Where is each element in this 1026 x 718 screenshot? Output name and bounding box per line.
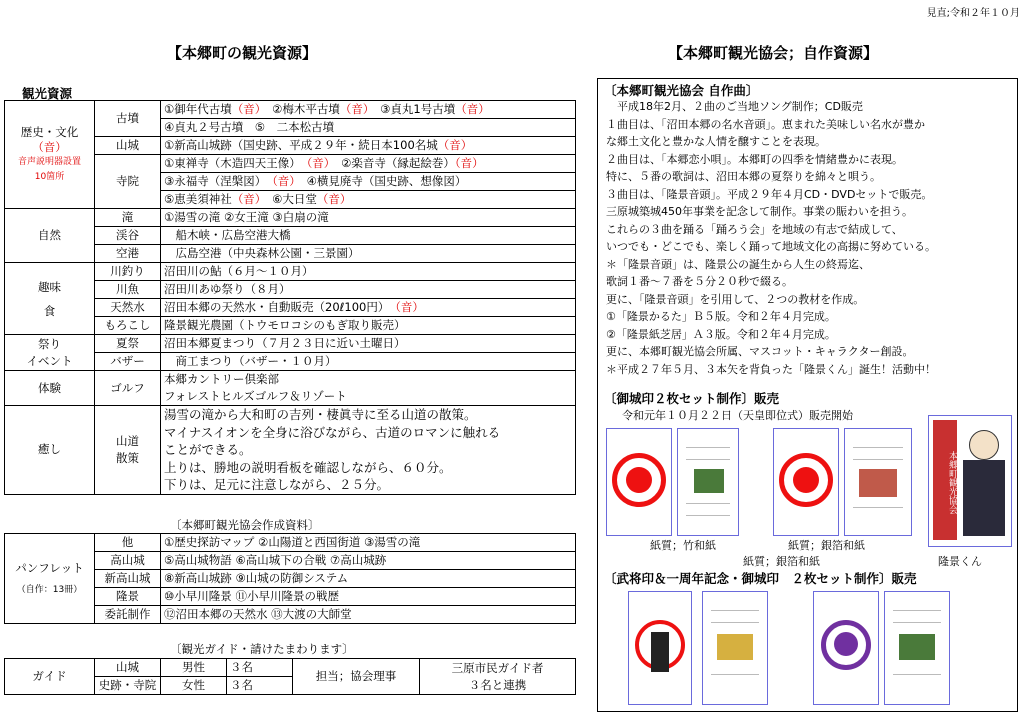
song-line: ①「隆景かるた」Ｂ５版。令和２年４月完成。: [606, 310, 836, 323]
song-heading: 〔本郷町観光協会 自作曲〕: [604, 83, 759, 98]
taki-row: ①湯雪の滝 ②女王滝 ③白扇の滝: [161, 209, 576, 227]
song-line: 更に、「隆景音頭」を引用して、２つの教材を作成。: [606, 292, 865, 306]
temple-label: 寺院: [95, 155, 161, 209]
healing-label: 癒し: [5, 406, 95, 495]
golf-label: ゴルフ: [95, 371, 161, 406]
section-guide-title: 〔観光ガイド・請けたまわります〕: [170, 642, 354, 656]
bazaar-row: 商工まつり（バザー・１０月）: [161, 353, 576, 371]
guide-type-yamajiro: 山城: [95, 659, 161, 677]
bushou-image-2: [813, 591, 879, 705]
goshuin-heading: 〔御城印２枚セット制作〕販売: [604, 391, 780, 406]
bushou-doc-1: [702, 591, 768, 705]
pamph-niitakayama-row: ⑧新高山城跡 ⑨山城の防御システム: [161, 570, 576, 588]
bushou-image-1: [628, 591, 692, 705]
pamph-niitakayama-label: 新高山城: [95, 570, 161, 588]
experience-label: 体験: [5, 371, 95, 406]
song-line: ②「隆景紙芝居」Ａ３版。令和２年４月完成。: [606, 327, 836, 341]
song-line: 歌詞１番～７番を５分２０秒で綴る。: [606, 275, 793, 288]
summer-label: 夏祭: [95, 335, 161, 353]
pamph-takayama-label: 高山城: [95, 552, 161, 570]
song-line: 特に、５番の歌詞は、沼田本郷の夏祭りを綿々と唄う。: [606, 170, 881, 183]
song-line: １曲目は、「沼田本郷の名水音頭」。恵まれた美味しい名水が豊か: [606, 117, 925, 131]
guide-female-label: 女性: [161, 677, 227, 695]
pamphlet-table: [4, 533, 576, 624]
guide-female-count: ３名: [227, 677, 293, 695]
guide-mihara: 三原市民ガイド者 ３名と連携: [420, 659, 576, 695]
kawazakana-label: 川魚: [95, 281, 161, 299]
festival-event-label: 祭り イベント: [5, 335, 95, 371]
goshuin-image-1: [606, 428, 672, 536]
song-line: ２曲目は、「本郷恋小唄」。本郷町の四季を情緒豊かに表現。: [606, 152, 903, 166]
right-page-title: 【本郷町観光協会；自作資源】: [668, 44, 879, 62]
hobby-food-label: 趣味 食: [5, 263, 95, 335]
temple-row-3: ⑤恵美須神社（音） ⑥大日堂（音）: [161, 191, 576, 209]
guide-male-count: ３名: [227, 659, 293, 677]
taki-label: 滝: [95, 209, 161, 227]
section-materials-title: 〔本郷町観光協会作成資料〕: [170, 518, 320, 532]
pamph-other-label: 他: [95, 534, 161, 552]
pamph-takakage-row: ⑩小早川隆景 ⑪小早川隆景の戦歴: [161, 588, 576, 606]
song-line: な郷土文化と豊かな人情を醸すことを表現。: [606, 135, 826, 148]
history-culture-cell: 歴史・文化 （音） 音声説明器設置 10箇所: [5, 101, 95, 209]
caption-2: 紙質；銀箔和紙: [788, 539, 865, 552]
left-page-title: 【本郷町の観光資源】: [167, 44, 318, 62]
goshuin-doc-1: [677, 428, 739, 536]
guide-male-label: 男性: [161, 659, 227, 677]
trail-label: 山道 散策: [95, 406, 161, 495]
kuko-label: 空港: [95, 245, 161, 263]
kuko-row: 広島空港（中央森林公園・三景園）: [161, 245, 576, 263]
pamph-commission-row: ⑫沼田本郷の天然水 ⑬大渡の大師堂: [161, 606, 576, 624]
guide-table: [4, 658, 576, 695]
temple-row-2: ③永福寺（涅槃図） （音） ④横見廃寺（国史跡、想像図）: [161, 173, 576, 191]
goshuin-image-2: [773, 428, 839, 536]
keikoku-label: 渓谷: [95, 227, 161, 245]
goshuin-doc-2: [844, 428, 912, 536]
kawazuri-row: 沼田川の鮎（６月～１０月）: [161, 263, 576, 281]
guide-manager: 担当；協会理事: [293, 659, 420, 695]
caption-1: 紙質；竹和紙: [650, 539, 716, 552]
caption-3: 紙質；銀箔和紙: [743, 555, 820, 568]
revision-date: 見直;令和２年１０月: [926, 8, 1020, 19]
bushou-heading: 〔武将印＆一周年記念・御城印 ２枚セット制作〕販売: [604, 571, 917, 586]
song-line: これらの３曲を踊る「踊ろう会」を地域の有志で結成して、: [606, 222, 903, 236]
yamajiro-label: 山城: [95, 137, 161, 155]
pamph-commission-label: 委託制作: [95, 606, 161, 624]
caption-4: 隆景くん: [938, 555, 982, 568]
kawazakana-row: 沼田川あゆ祭り（８月）: [161, 281, 576, 299]
temple-row-1: ①東禅寺（木造四天王像） （音） ②楽音寺（縁起絵巻）（音）: [161, 155, 576, 173]
golf-row: 本郷カントリー倶楽部 フォレストヒルズゴルフ＆リゾート: [161, 371, 576, 406]
goshuin-spacer: [744, 428, 759, 536]
section-kanko-title: 観光資源: [22, 86, 73, 101]
bushou-doc-2: [884, 591, 950, 705]
corn-row: 隆景観光農園（トウモロコシのもぎ取り販売）: [161, 317, 576, 335]
nature-label: 自然: [5, 209, 95, 263]
song-line: 平成18年2月、２曲のご当地ソング制作；CD販売: [606, 100, 863, 113]
trail-description: 湯雪の滝から大和町の吉列・棲眞寺に至る山道の散策。 マイナスイオンを全身に浴びながら、古道のロマンに触れる ことができる。 上りは、勝地の説明看板を確認しながら、６０分。 下りは、足元に注意しながら、２５分。: [161, 406, 576, 495]
pamphlet-label: パンフレット （自作：13冊）: [5, 534, 95, 624]
kofun-label: 古墳: [95, 101, 161, 137]
bazaar-label: バザー: [95, 353, 161, 371]
song-line: 更に、本郷町観光協会所属、マスコット・キャラクター創設。: [606, 345, 914, 358]
water-row: 沼田本郷の天然水・自動販売（20ℓ100円） （音）: [161, 299, 576, 317]
kawazuri-label: 川釣り: [95, 263, 161, 281]
goshuin-date: 令和元年１０月２２日（天皇即位式）販売開始: [622, 409, 853, 422]
song-line: ＊平成２７年５月、３本矢を背負った「隆景くん」誕生！活動中！: [606, 362, 936, 376]
water-label: 天然水: [95, 299, 161, 317]
mascot-takakage-kun: [928, 415, 1012, 547]
song-line: いつでも・どこでも、楽しく踊って地域文化の高揚に努めている。: [606, 240, 936, 253]
song-line: 三原城築城450年事業を記念して制作。事業の賑わいを担う。: [606, 205, 913, 218]
pamph-takakage-label: 隆景: [95, 588, 161, 606]
pamph-takayama-row: ⑤高山城物語 ⑥高山城下の合戦 ⑦高山城跡: [161, 552, 576, 570]
right-panel: [597, 78, 1018, 712]
corn-label: もろこし: [95, 317, 161, 335]
song-line: ＊「隆景音頭」は、隆景公の誕生から人生の終焉迄、: [606, 257, 870, 271]
pamph-other-row: ①歴史探訪マップ ②山陽道と西国街道 ③湯雪の滝: [161, 534, 576, 552]
guide-label: ガイド: [5, 659, 95, 695]
kofun-row-1: ①御年代古墳（音） ②梅木平古墳（音） ③貞丸1号古墳（音）: [161, 101, 576, 119]
mascot-banner: 本郷町観光協会: [933, 420, 957, 540]
kofun-row-2: ④貞丸２号古墳 ⑤ 二本松古墳: [161, 119, 576, 137]
yamajiro-row: ①新高山城跡（国史跡、平成２９年・続日本100名城（音）: [161, 137, 576, 155]
keikoku-row: 船木峡・広島空港大橋: [161, 227, 576, 245]
tourism-resources-table: [4, 100, 576, 495]
summer-row: 沼田本郷夏まつり（７月２３日に近い土曜日）: [161, 335, 576, 353]
guide-type-temple: 史跡・寺院: [95, 677, 161, 695]
song-line: ３曲目は、「隆景音頭」。平成２９年４月CD・DVDセットで販売。: [606, 187, 933, 201]
